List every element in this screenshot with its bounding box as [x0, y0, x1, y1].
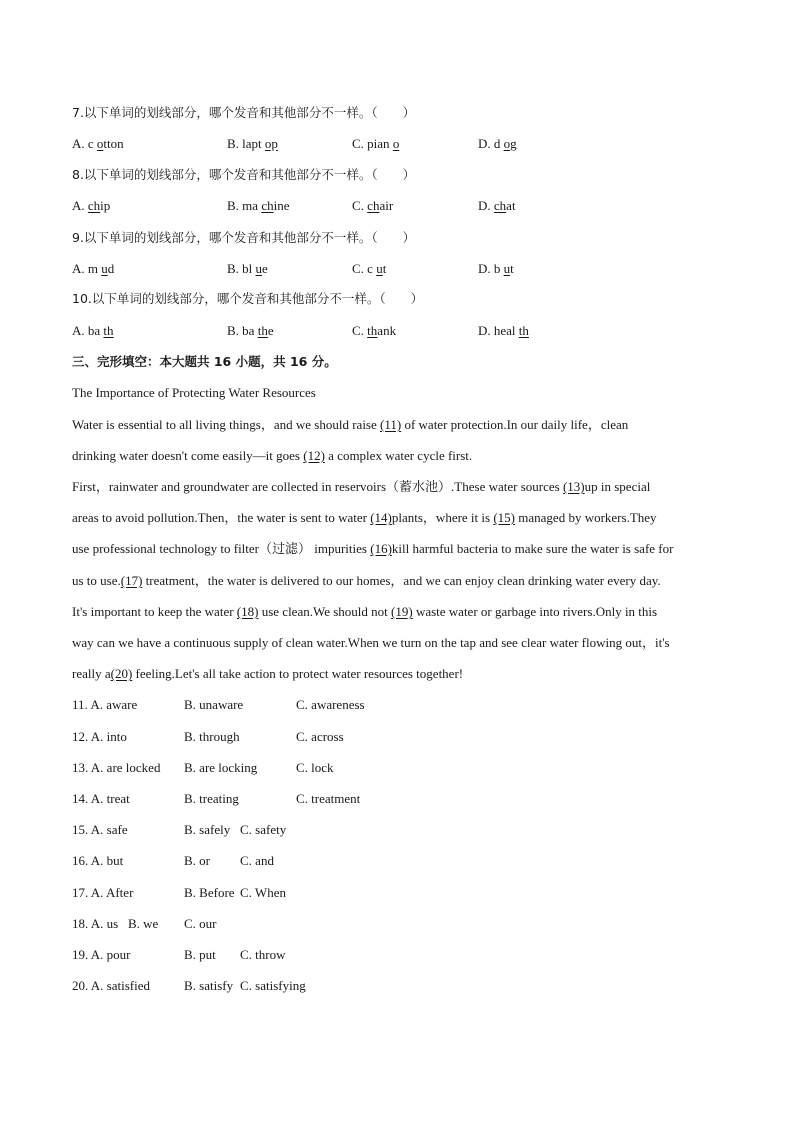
- option: C. thank: [352, 323, 397, 338]
- section-heading: 三、完形填空：本大题共 16 小题，共 16 分。: [72, 354, 337, 369]
- passage-line: use professional technology to filter（过滤） impurities (16)kill harmful bacteria to make sure the water is safe for: [72, 541, 674, 556]
- blank-16: (16): [370, 541, 392, 556]
- choice-option: C. satisfying: [240, 978, 306, 993]
- blank-12: (12): [303, 448, 325, 463]
- blank-18: (18): [236, 604, 259, 619]
- choice-row: 17. A. After: [72, 885, 134, 900]
- passage-line: really a(20) feeling.Let's all take action to protect water resources together!: [72, 666, 464, 681]
- blank-19: (19): [391, 604, 413, 619]
- blank-15: (15): [493, 510, 516, 525]
- question-stem: 9.以下单词的划线部分，哪个发音和其他部分不一样。（ ）: [72, 230, 416, 245]
- choice-row: 11. A. aware: [72, 697, 138, 712]
- choice-row: 19. A. pour: [72, 947, 131, 962]
- option: A. chip: [72, 198, 111, 213]
- choice-option: C. treatment: [296, 791, 361, 806]
- choice-option: C. safety: [240, 822, 287, 837]
- choice-option: B. Before: [184, 885, 235, 900]
- choice-option: C. awareness: [296, 697, 365, 712]
- passage-line: drinking water doesn't come easily—it goes (12) a complex water cycle first.: [72, 448, 473, 463]
- choice-row: 20. A. satisfied: [72, 978, 151, 993]
- option: D. heal th: [478, 323, 529, 338]
- blank-20: (20): [110, 666, 133, 681]
- option: D. b ut: [478, 261, 514, 276]
- choice-option: C. lock: [296, 760, 334, 775]
- passage-line: It's important to keep the water (18) use clean.We should not (19) waste water or garbage into rivers.Only in this: [72, 604, 658, 619]
- choice-row: 12. A. into: [72, 729, 127, 744]
- choice-option: C. When: [240, 885, 286, 900]
- choice-option: B. we: [128, 916, 159, 931]
- choice-option: C. our: [184, 916, 217, 931]
- passage-line: areas to avoid pollution.Then，the water is sent to water (14)plants，where it is (15) managed by workers.They: [72, 510, 657, 525]
- choice-option: B. treating: [184, 791, 239, 806]
- option: D. chat: [478, 198, 516, 213]
- choice-option: B. put: [184, 947, 216, 962]
- choice-option: C. throw: [240, 947, 286, 962]
- option: B. ma chine: [227, 198, 290, 213]
- choice-option: C. across: [296, 729, 344, 744]
- blank-17: (17): [120, 573, 143, 588]
- passage-title: The Importance of Protecting Water Resources: [72, 385, 316, 400]
- blank-14: (14): [370, 510, 392, 525]
- question-stem: 10.以下单词的划线部分，哪个发音和其他部分不一样。（ ）: [72, 291, 424, 306]
- blank-11: (11): [380, 417, 402, 432]
- option: A. ba th: [72, 323, 114, 338]
- choice-row: 13. A. are locked: [72, 760, 161, 775]
- choice-row: 18. A. us: [72, 916, 119, 931]
- choice-option: B. are locking: [184, 760, 258, 775]
- question-stem: 8.以下单词的划线部分，哪个发音和其他部分不一样。（ ）: [72, 167, 416, 182]
- choice-option: B. safely: [184, 822, 231, 837]
- choice-option: C. and: [240, 853, 274, 868]
- option: B. lapt op: [227, 136, 278, 151]
- question-stem: 7.以下单词的划线部分，哪个发音和其他部分不一样。（ ）: [72, 105, 416, 120]
- option: C. pian o: [352, 136, 400, 151]
- option: B. ba the: [227, 323, 274, 338]
- option: A. c otton: [72, 136, 124, 151]
- choice-option: B. satisfy: [184, 978, 234, 993]
- choice-row: 14. A. treat: [72, 791, 130, 806]
- option: A. m ud: [72, 261, 115, 276]
- option: B. bl ue: [227, 261, 268, 276]
- passage-line: First，rainwater and groundwater are collected in reservoirs（蓄水池）.These water sources (13)up in special: [72, 479, 651, 494]
- option: C. chair: [352, 198, 394, 213]
- passage-line: us to use.(17) treatment，the water is delivered to our homes，and we can enjoy clean drinking water every day.: [72, 573, 661, 588]
- option: D. d og: [478, 136, 517, 151]
- passage-line: Water is essential to all living things，and we should raise (11) of water protection.In our daily life，clean: [72, 417, 629, 432]
- blank-13: (13): [562, 479, 585, 494]
- choice-option: B. or: [184, 853, 210, 868]
- choice-row: 15. A. safe: [72, 822, 128, 837]
- passage-line: way can we have a continuous supply of clean water.When we turn on the tap and see clear water flowing out，it's: [72, 635, 670, 650]
- choice-row: 16. A. but: [72, 853, 124, 868]
- choice-option: B. unaware: [184, 697, 244, 712]
- option: C. c ut: [352, 261, 387, 276]
- choice-option: B. through: [184, 729, 240, 744]
